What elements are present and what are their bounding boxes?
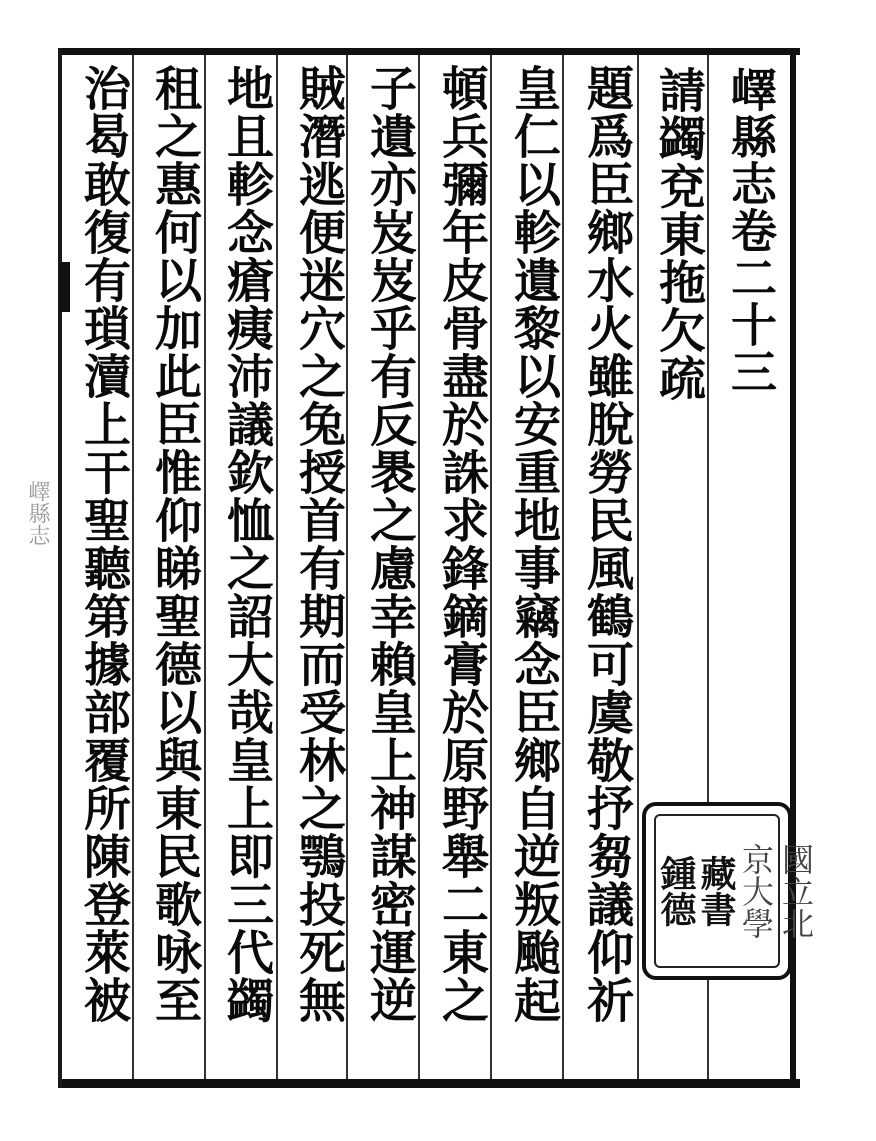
text-column: 治曷敢復有瑣瀆上干聖聽第據部覆所陳登萊被 <box>76 64 131 1024</box>
text-column: 地且軫念瘡痍沛議欽恤之詔大哉皇上即三代蠲 <box>219 64 274 1024</box>
library-seal <box>642 802 815 980</box>
owner-seal-text: 鍾德 <box>655 855 697 927</box>
owner-seal-text: 藏書 <box>695 855 737 927</box>
text-column: 賊潛逃便迷穴之兔授首有期而受林之鶚投死無 <box>291 64 346 1024</box>
text-column: 租之惠何以加此臣惟仰睇聖德以與東民歌咏至 <box>147 64 202 1024</box>
seal-text: 國立北 <box>777 843 815 939</box>
binding-mark <box>60 262 70 312</box>
seal-inner-border <box>654 814 815 968</box>
text-column: 頓兵彌年皮骨盡於誅求鋒鏑膏於原野舉二東之 <box>434 64 489 1024</box>
page-left-edge <box>58 48 62 1088</box>
volume-title: 嶧縣志卷二十三 <box>724 66 778 395</box>
memorial-heading: 請蠲兗東拖欠疏 <box>651 66 706 402</box>
text-column: 皇仁以軫遺黎以安重地事竊念臣鄉自逆叛颱起 <box>506 64 561 1024</box>
text-column: 子遺亦岌岌乎有反褁之慮幸賴皇上神謀密運逆 <box>362 64 417 1024</box>
seal-text: 京大學 <box>737 843 775 939</box>
margin-marginalia: 嶧縣志 <box>25 480 50 546</box>
text-column: 題爲臣鄉水火雖脫勞民風鶴可虞敬抒芻議仰祈 <box>579 64 634 1024</box>
